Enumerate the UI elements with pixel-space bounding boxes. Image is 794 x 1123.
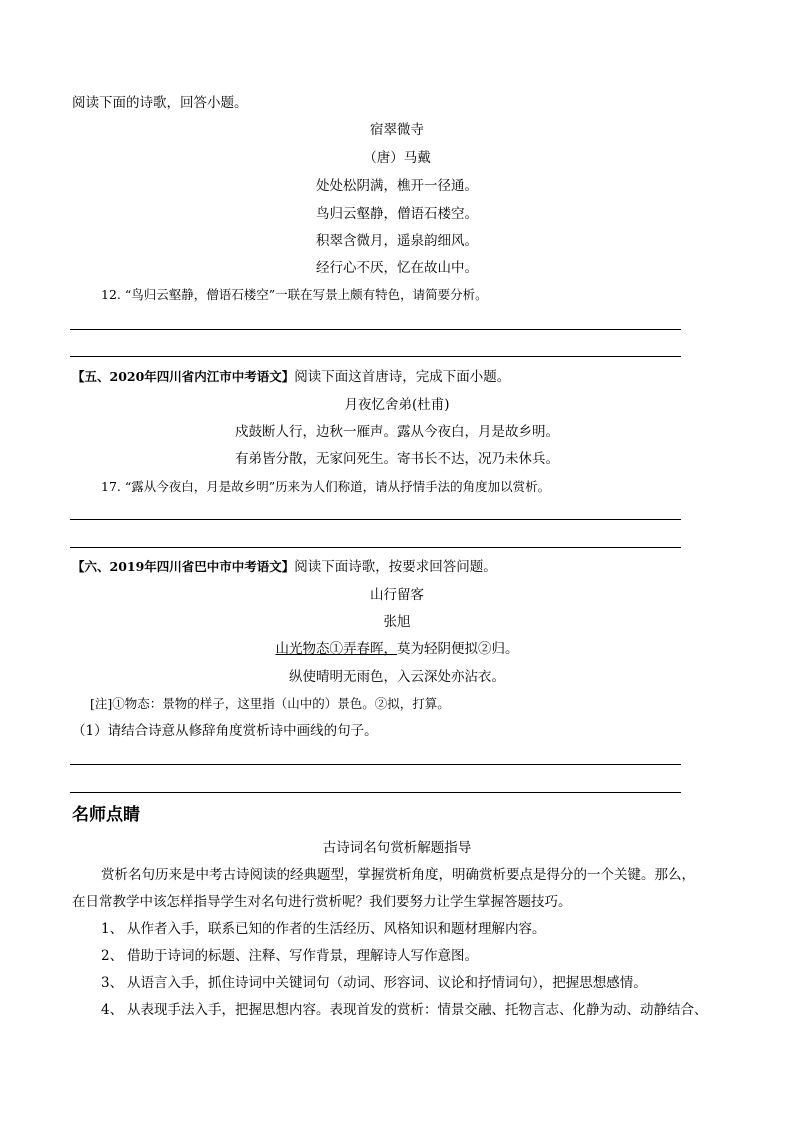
section2-header (72, 367, 510, 387)
poem3-line1 (0, 639, 794, 659)
answer-line (70, 547, 681, 548)
underlined-verse: 山光物态①弄春晖， (275, 641, 397, 657)
answer-line (70, 792, 681, 793)
poem3-author: 张旭 (383, 614, 411, 630)
poem1-line: 处处松阴满，樵开一径通。 (316, 178, 478, 194)
section2-intro: 阅读下面这首唐诗，完成下面小题。 (294, 369, 511, 385)
tips-item-number: 2、 (101, 948, 124, 964)
verse-rest: 莫为轻阴便拟②归。 (397, 641, 519, 657)
section3-source: 【六、2019年四川省巴中市中考语文】 (72, 559, 295, 574)
tips-item-text: 从语言入手，抓住诗词中关键词句（动词、形容词、议论和抒情词句），把握思想感情。 (127, 975, 647, 991)
poem2-line: 有弟皆分散，无家问死生。寄书长不达，况乃未休兵。 (235, 451, 559, 467)
tips-item-text: 从表现手法入手，把握思想内容。表现首发的赏析：情景交融、托物言志、化静为动、动静结合、 (127, 1002, 708, 1018)
tips-item-number: 1、 (101, 921, 124, 937)
poem2-title: 月夜忆舍弟(杜甫) (344, 397, 450, 413)
question-1: （1）请结合诗意从修辞角度赏析诗中画线的句子。 (72, 723, 378, 739)
tips-heading: 名师点睛 (72, 805, 140, 825)
poem3-note: [注]①物态：景物的样子，这里指（山中的）景色。②拟，打算。 (90, 696, 450, 711)
question-17: 17. “露从今夜白，月是故乡明”历来为人们称道，请从抒情手法的角度加以赏析。 (101, 479, 551, 494)
answer-line (70, 329, 681, 330)
answer-line (70, 764, 681, 765)
tips-item-text: 借助于诗词的标题、注释、写作背景，理解诗人写作意图。 (127, 948, 478, 964)
poem1-line: 鸟归云壑静，僧语石楼空。 (316, 206, 478, 222)
poem3-title: 山行留客 (370, 587, 424, 603)
poem1-line: 经行心不厌，忆在故山中。 (316, 260, 478, 276)
tips-paragraph-line1: 赏析名句历来是中考古诗阅读的经典题型，掌握赏析角度，明确赏析要点是得分的一个关键。那么， (101, 867, 695, 883)
section1-intro: 阅读下面的诗歌，回答小题。 (72, 95, 248, 111)
tips-item-number: 3、 (101, 975, 124, 991)
section3-header (72, 557, 497, 577)
tips-list-item (101, 946, 478, 966)
tips-title: 古诗词名句赏析解题指导 (322, 840, 472, 856)
tips-item-text: 从作者入手，联系已知的作者的生活经历、风格知识和题材理解内容。 (127, 921, 546, 937)
tips-paragraph-line2: 在日常教学中该怎样指导学生对名句进行赏析呢？我们要努力让学生掌握答题技巧。 (72, 894, 572, 910)
poem1-line: 积翠含微月，遥泉韵细风。 (316, 233, 478, 249)
tips-list-item (101, 919, 546, 939)
poem2-line: 戍鼓断人行，边秋一雁声。露从今夜白，月是故乡明。 (235, 424, 559, 440)
answer-line (70, 356, 681, 357)
section2-source: 【五、2020年四川省内江市中考语文】 (72, 369, 295, 384)
tips-list-item (101, 1000, 708, 1020)
answer-line (70, 519, 681, 520)
poem1-title: 宿翠微寺 (370, 122, 424, 138)
question-12: 12. “鸟归云壑静，僧语石楼空”一联在写景上颇有特色，请简要分析。 (101, 287, 488, 302)
tips-item-number: 4、 (101, 1002, 124, 1018)
poem3-line2: 纵使晴明无雨色，入云深处亦沾衣。 (289, 669, 505, 685)
poem1-author: （唐）马戴 (363, 150, 431, 166)
section3-intro: 阅读下面诗歌，按要求回答问题。 (294, 559, 497, 575)
tips-list-item (101, 973, 647, 993)
